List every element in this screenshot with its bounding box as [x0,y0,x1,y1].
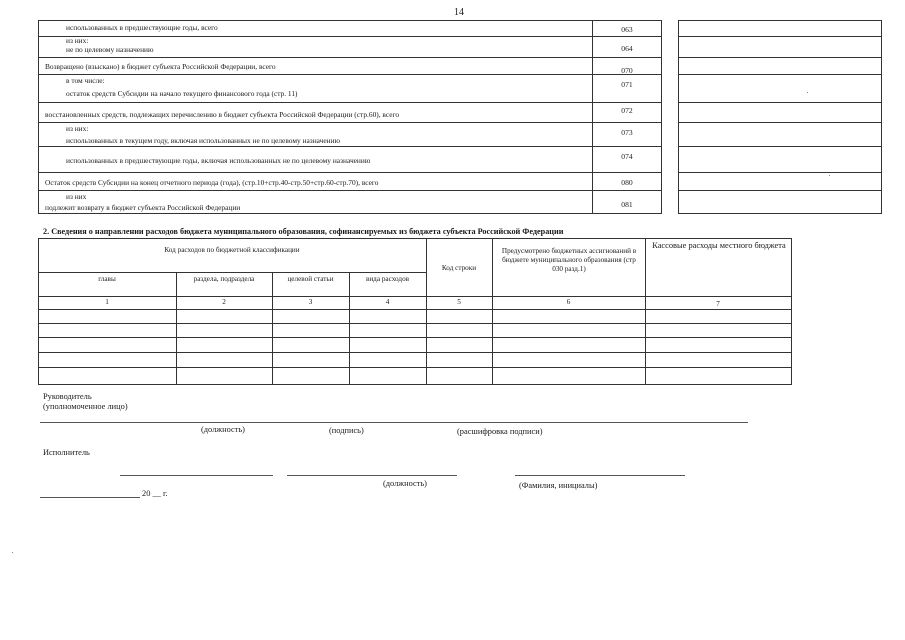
col-number-5: 5 [457,298,461,306]
col-number-1: 1 [105,298,109,306]
position-label: (должность) [201,425,245,434]
head-label-sub: (уполномоченное лицо) [43,402,128,411]
header-type: вида расходов [365,275,410,283]
row-071-text-1: в том числе: [66,76,105,85]
row-080-text: Остаток средств Субсидии на конец отчетного периода (года), (стр.10+стр.40-стр.50+стр.60-стр.70), всего [45,178,379,187]
header-planned: Предусмотрено бюджетных ассигнований в бюджете муниципального образования (стр 030 разд.1) [501,247,637,273]
page-number: 14 [454,7,464,18]
executor-name-label: (Фамилия, инициалы) [519,481,598,490]
row-074-code: 074 [621,152,633,161]
row-064-text-2: не по целевому назначению [66,45,154,54]
col-number-3: 3 [308,298,313,306]
row-081-text-2: подлежит возврату в бюджет субъекта Российской Федерации [45,203,241,212]
row-081-text-1: из них [66,192,87,201]
row-081-code: 081 [621,200,633,209]
decoding-label: (расшифровка подписи) [457,427,543,436]
row-073-text-1: из них: [66,124,89,133]
row-070-code: 070 [621,66,633,75]
header-line-code: Код строки [441,264,477,272]
row-063-code: 063 [621,25,633,34]
section-2-title: 2. Сведения о направлении расходов бюджета муниципального образования, софинансируемых из бюджета субъекта Российской Федерации [43,227,564,236]
signature-label: (подпись) [329,426,364,435]
row-071-code: 071 [621,80,633,89]
col-number-7: 7 [716,300,720,308]
row-074-text: использованных в предшествующие годы, включая использованных не по целевому назначению [66,156,371,165]
header-chapter: главы [98,275,116,283]
row-072-code: 072 [621,106,633,115]
header-target: целевой статьи [287,275,334,283]
row-063-text: использованных в предшествующие годы, всего [66,23,218,32]
col-number-2: 2 [222,298,226,306]
header-budget-code-group: Код расходов по бюджетной классификации [164,246,300,254]
header-cash: Кассовые расходы местного бюджета [652,241,786,250]
col-number-6: 6 [566,298,571,306]
row-064-code: 064 [621,44,633,53]
col-number-4: 4 [385,298,390,306]
executor-position-label: (должность) [383,479,427,488]
row-072-text: восстановленных средств, подлежащих перечислению в бюджет субъекта Российской Федерации (стр.60), всего [45,110,400,119]
date-line: 20 __ г. [142,489,168,498]
row-073-code: 073 [621,128,633,137]
row-071-text-2: остаток средств Субсидии на начало текущего финансового года (стр. 11) [66,89,298,98]
head-label: Руководитель [43,392,92,401]
row-064-text-1: из них: [66,36,89,45]
row-080-code: 080 [621,178,633,187]
executor-label: Исполнитель [43,448,90,457]
row-073-text-2: использованных в текущем году, включая использованных не по целевому назначению [66,136,341,145]
row-070-text: Возвращено (взыскано) в бюджет субъекта Российской Федерации, всего [45,62,276,71]
header-section: раздела, подраздела [193,275,255,283]
